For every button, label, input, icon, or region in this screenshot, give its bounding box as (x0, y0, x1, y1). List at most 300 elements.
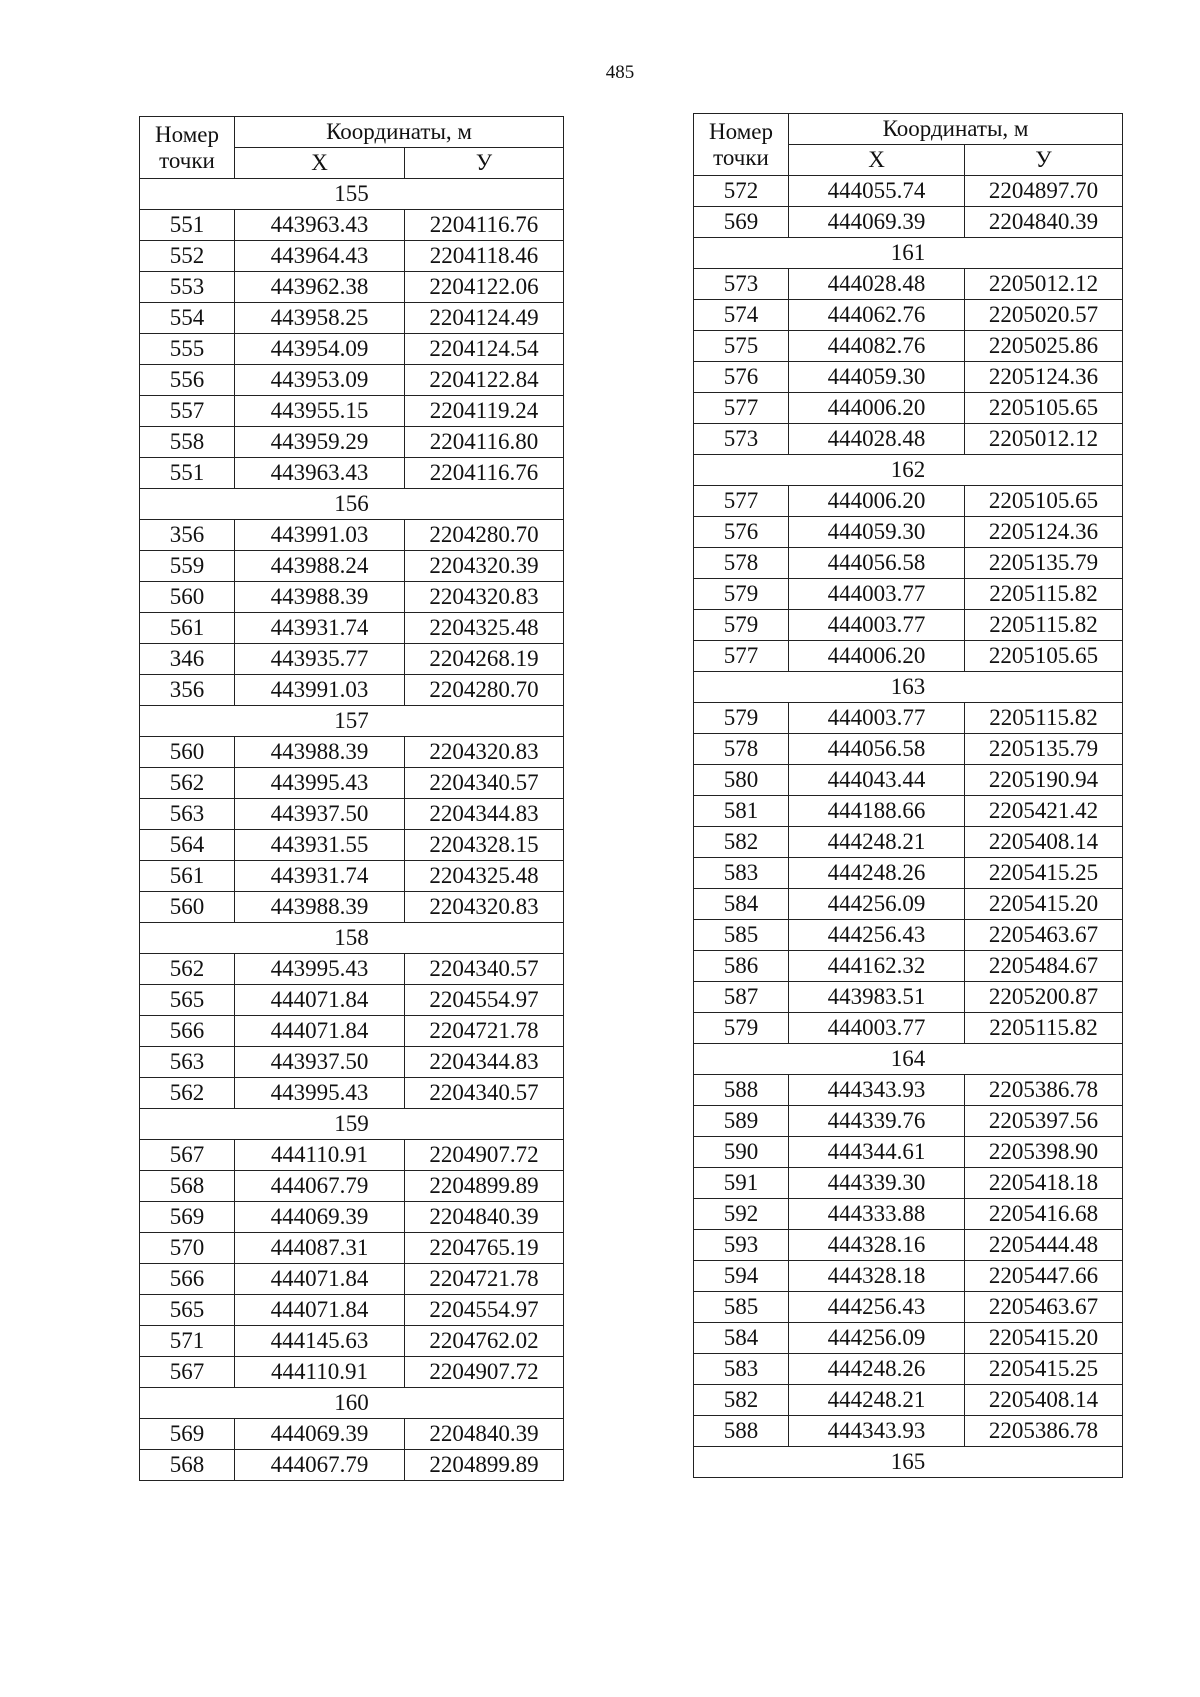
table-row (140, 334, 564, 365)
table-row (694, 1416, 1123, 1447)
x-coordinate-cell: 444028.48 (789, 424, 965, 455)
x-coordinate-cell: 444059.30 (789, 517, 965, 548)
x-coordinate-cell: 444145.63 (235, 1326, 405, 1357)
point-number-cell: 553 (140, 272, 235, 303)
point-number-cell: 562 (140, 954, 235, 985)
point-number-cell: 585 (694, 1292, 789, 1323)
x-coordinate-cell: 443935.77 (235, 644, 405, 675)
x-coordinate-cell: 444006.20 (789, 486, 965, 517)
point-number-cell: 564 (140, 830, 235, 861)
section-number: 159 (140, 1109, 564, 1140)
point-number-cell: 577 (694, 486, 789, 517)
x-coordinate-cell: 444003.77 (789, 610, 965, 641)
point-number-cell: 575 (694, 331, 789, 362)
point-number-cell: 567 (140, 1140, 235, 1171)
table-row (140, 210, 564, 241)
header-coordinates: Координаты, м (789, 114, 1123, 145)
x-coordinate-cell: 443995.43 (235, 954, 405, 985)
x-coordinate-cell: 444071.84 (235, 1264, 405, 1295)
table-row (140, 768, 564, 799)
table-row (694, 579, 1123, 610)
x-coordinate-cell: 444339.76 (789, 1106, 965, 1137)
y-coordinate-cell: 2205386.78 (965, 1075, 1123, 1106)
x-coordinate-cell: 444248.21 (789, 1385, 965, 1416)
table-row (694, 734, 1123, 765)
x-coordinate-cell: 444087.31 (235, 1233, 405, 1264)
point-number-cell: 356 (140, 675, 235, 706)
point-number-cell: 558 (140, 427, 235, 458)
y-coordinate-cell: 2204328.15 (405, 830, 564, 861)
y-coordinate-cell: 2204320.83 (405, 892, 564, 923)
x-coordinate-cell: 444328.16 (789, 1230, 965, 1261)
point-number-cell: 560 (140, 582, 235, 613)
y-coordinate-cell: 2204124.54 (405, 334, 564, 365)
point-number-cell: 562 (140, 768, 235, 799)
section-row (140, 179, 564, 210)
y-coordinate-cell: 2204118.46 (405, 241, 564, 272)
section-number: 162 (694, 455, 1123, 486)
point-number-cell: 584 (694, 889, 789, 920)
section-row (140, 1109, 564, 1140)
point-number-cell: 578 (694, 548, 789, 579)
y-coordinate-cell: 2204340.57 (405, 1078, 564, 1109)
x-coordinate-cell: 443995.43 (235, 768, 405, 799)
point-number-cell: 568 (140, 1171, 235, 1202)
y-coordinate-cell: 2204325.48 (405, 613, 564, 644)
table-row (140, 644, 564, 675)
x-coordinate-cell: 444062.76 (789, 300, 965, 331)
x-coordinate-cell: 444056.58 (789, 548, 965, 579)
y-coordinate-cell: 2204907.72 (405, 1140, 564, 1171)
x-coordinate-cell: 444059.30 (789, 362, 965, 393)
section-number: 158 (140, 923, 564, 954)
y-coordinate-cell: 2205012.12 (965, 424, 1123, 455)
table-row (694, 1323, 1123, 1354)
x-coordinate-cell: 444006.20 (789, 641, 965, 672)
point-number-cell: 591 (694, 1168, 789, 1199)
x-coordinate-cell: 443991.03 (235, 675, 405, 706)
x-coordinate-cell: 444082.76 (789, 331, 965, 362)
table-row (140, 272, 564, 303)
point-number-cell: 588 (694, 1075, 789, 1106)
table-row (694, 269, 1123, 300)
x-coordinate-cell: 444333.88 (789, 1199, 965, 1230)
x-coordinate-cell: 444162.32 (789, 951, 965, 982)
y-coordinate-cell: 2205135.79 (965, 734, 1123, 765)
table-row (694, 889, 1123, 920)
y-coordinate-cell: 2205124.36 (965, 517, 1123, 548)
point-number-cell: 588 (694, 1416, 789, 1447)
y-coordinate-cell: 2204762.02 (405, 1326, 564, 1357)
x-coordinate-cell: 444055.74 (789, 176, 965, 207)
table-row (694, 1385, 1123, 1416)
y-coordinate-cell: 2205115.82 (965, 610, 1123, 641)
table-row (140, 1450, 564, 1481)
point-number-cell: 567 (140, 1357, 235, 1388)
y-coordinate-cell: 2204344.83 (405, 1047, 564, 1078)
table-row (694, 982, 1123, 1013)
x-coordinate-cell: 444343.93 (789, 1075, 965, 1106)
x-coordinate-cell: 443931.74 (235, 861, 405, 892)
table-row (140, 241, 564, 272)
table-row (140, 427, 564, 458)
x-coordinate-cell: 443962.38 (235, 272, 405, 303)
table-row (694, 1106, 1123, 1137)
table-row (694, 517, 1123, 548)
x-coordinate-cell: 444067.79 (235, 1450, 405, 1481)
x-coordinate-cell: 443963.43 (235, 210, 405, 241)
x-coordinate-cell: 444067.79 (235, 1171, 405, 1202)
point-number-cell: 551 (140, 210, 235, 241)
y-coordinate-cell: 2204280.70 (405, 520, 564, 551)
table-row (694, 548, 1123, 579)
point-number-cell: 560 (140, 737, 235, 768)
section-row (694, 1447, 1123, 1478)
x-coordinate-cell: 443937.50 (235, 1047, 405, 1078)
section-row (140, 1388, 564, 1419)
table-row (140, 675, 564, 706)
x-coordinate-cell: 444328.18 (789, 1261, 965, 1292)
section-number: 157 (140, 706, 564, 737)
table-row (140, 861, 564, 892)
table-row (140, 1326, 564, 1357)
y-coordinate-cell: 2205408.14 (965, 1385, 1123, 1416)
header-coordinates: Координаты, м (235, 117, 564, 148)
table-row (694, 1292, 1123, 1323)
point-number-cell: 573 (694, 269, 789, 300)
point-number-cell: 565 (140, 985, 235, 1016)
section-row (140, 923, 564, 954)
point-number-cell: 560 (140, 892, 235, 923)
table-row (140, 737, 564, 768)
x-coordinate-cell: 444110.91 (235, 1140, 405, 1171)
header-point-number (140, 117, 235, 179)
table-row (140, 582, 564, 613)
y-coordinate-cell: 2204116.76 (405, 458, 564, 489)
y-coordinate-cell: 2205190.94 (965, 765, 1123, 796)
y-coordinate-cell: 2204344.83 (405, 799, 564, 830)
point-number-cell: 565 (140, 1295, 235, 1326)
x-coordinate-cell: 444110.91 (235, 1357, 405, 1388)
section-row (140, 706, 564, 737)
table-row (140, 1295, 564, 1326)
point-number-cell: 582 (694, 827, 789, 858)
header-point-line-1: Номер (155, 121, 219, 147)
header-y: У (405, 148, 564, 179)
section-row (140, 489, 564, 520)
y-coordinate-cell: 2204765.19 (405, 1233, 564, 1264)
y-coordinate-cell: 2205415.25 (965, 1354, 1123, 1385)
table-row (140, 892, 564, 923)
y-coordinate-cell: 2204840.39 (965, 207, 1123, 238)
table-row (694, 207, 1123, 238)
x-coordinate-cell: 443995.43 (235, 1078, 405, 1109)
point-number-cell: 582 (694, 1385, 789, 1416)
table-row (694, 176, 1123, 207)
y-coordinate-cell: 2205397.56 (965, 1106, 1123, 1137)
x-coordinate-cell: 443988.39 (235, 582, 405, 613)
point-number-cell: 556 (140, 365, 235, 396)
table-row (694, 1075, 1123, 1106)
point-number-cell: 592 (694, 1199, 789, 1230)
point-number-cell: 569 (694, 207, 789, 238)
y-coordinate-cell: 2204122.06 (405, 272, 564, 303)
x-coordinate-cell: 444344.61 (789, 1137, 965, 1168)
x-coordinate-cell: 444069.39 (235, 1202, 405, 1233)
x-coordinate-cell: 443931.55 (235, 830, 405, 861)
y-coordinate-cell: 2204122.84 (405, 365, 564, 396)
header-x: Х (235, 148, 405, 179)
point-number-cell: 583 (694, 858, 789, 889)
x-coordinate-cell: 444003.77 (789, 703, 965, 734)
x-coordinate-cell: 444071.84 (235, 985, 405, 1016)
section-row (694, 238, 1123, 269)
point-number-cell: 561 (140, 861, 235, 892)
x-coordinate-cell: 444043.44 (789, 765, 965, 796)
point-number-cell: 574 (694, 300, 789, 331)
y-coordinate-cell: 2205415.20 (965, 1323, 1123, 1354)
point-number-cell: 571 (140, 1326, 235, 1357)
y-coordinate-cell: 2204320.83 (405, 582, 564, 613)
point-number-cell: 576 (694, 517, 789, 548)
x-coordinate-cell: 444188.66 (789, 796, 965, 827)
table-row (694, 362, 1123, 393)
x-coordinate-cell: 444069.39 (789, 207, 965, 238)
x-coordinate-cell: 444256.09 (789, 1323, 965, 1354)
point-number-cell: 584 (694, 1323, 789, 1354)
x-coordinate-cell: 443931.74 (235, 613, 405, 644)
y-coordinate-cell: 2204340.57 (405, 954, 564, 985)
x-coordinate-cell: 444343.93 (789, 1416, 965, 1447)
point-number-cell: 585 (694, 920, 789, 951)
table-row (140, 954, 564, 985)
section-number: 163 (694, 672, 1123, 703)
table-row (140, 1419, 564, 1450)
table-row (140, 1357, 564, 1388)
point-number-cell: 578 (694, 734, 789, 765)
x-coordinate-cell: 443964.43 (235, 241, 405, 272)
x-coordinate-cell: 443955.15 (235, 396, 405, 427)
section-number: 165 (694, 1447, 1123, 1478)
y-coordinate-cell: 2204721.78 (405, 1264, 564, 1295)
table-row (140, 1047, 564, 1078)
y-coordinate-cell: 2204554.97 (405, 985, 564, 1016)
table-row (694, 1261, 1123, 1292)
y-coordinate-cell: 2204899.89 (405, 1450, 564, 1481)
y-coordinate-cell: 2205124.36 (965, 362, 1123, 393)
point-number-cell: 587 (694, 982, 789, 1013)
y-coordinate-cell: 2204325.48 (405, 861, 564, 892)
y-coordinate-cell: 2204907.72 (405, 1357, 564, 1388)
y-coordinate-cell: 2205105.65 (965, 393, 1123, 424)
y-coordinate-cell: 2205408.14 (965, 827, 1123, 858)
x-coordinate-cell: 443937.50 (235, 799, 405, 830)
x-coordinate-cell: 444256.43 (789, 1292, 965, 1323)
x-coordinate-cell: 444071.84 (235, 1016, 405, 1047)
point-number-cell: 576 (694, 362, 789, 393)
point-number-cell: 589 (694, 1106, 789, 1137)
table-row (694, 1199, 1123, 1230)
y-coordinate-cell: 2204119.24 (405, 396, 564, 427)
y-coordinate-cell: 2205398.90 (965, 1137, 1123, 1168)
header-point-line-2: точки (159, 147, 215, 173)
point-number-cell: 577 (694, 393, 789, 424)
table-row (140, 1078, 564, 1109)
section-row (694, 672, 1123, 703)
table-row (140, 1016, 564, 1047)
point-number-cell: 581 (694, 796, 789, 827)
x-coordinate-cell: 443958.25 (235, 303, 405, 334)
point-number-cell: 563 (140, 1047, 235, 1078)
y-coordinate-cell: 2205105.65 (965, 641, 1123, 672)
table-row (140, 830, 564, 861)
x-coordinate-cell: 444248.26 (789, 1354, 965, 1385)
point-number-cell: 569 (140, 1202, 235, 1233)
y-coordinate-cell: 2204840.39 (405, 1419, 564, 1450)
x-coordinate-cell: 444248.26 (789, 858, 965, 889)
y-coordinate-cell: 2205418.18 (965, 1168, 1123, 1199)
point-number-cell: 580 (694, 765, 789, 796)
table-row (694, 703, 1123, 734)
x-coordinate-cell: 444056.58 (789, 734, 965, 765)
header-y: У (965, 145, 1123, 176)
section-row (694, 1044, 1123, 1075)
x-coordinate-cell: 443988.39 (235, 892, 405, 923)
y-coordinate-cell: 2205135.79 (965, 548, 1123, 579)
table-row (140, 1140, 564, 1171)
y-coordinate-cell: 2204116.76 (405, 210, 564, 241)
y-coordinate-cell: 2205012.12 (965, 269, 1123, 300)
x-coordinate-cell: 443954.09 (235, 334, 405, 365)
table-row (694, 920, 1123, 951)
section-number: 156 (140, 489, 564, 520)
point-number-cell: 356 (140, 520, 235, 551)
y-coordinate-cell: 2205386.78 (965, 1416, 1123, 1447)
point-number-cell: 583 (694, 1354, 789, 1385)
point-number-cell: 559 (140, 551, 235, 582)
x-coordinate-cell: 443988.39 (235, 737, 405, 768)
point-number-cell: 552 (140, 241, 235, 272)
table-row (694, 796, 1123, 827)
y-coordinate-cell: 2205415.25 (965, 858, 1123, 889)
y-coordinate-cell: 2205444.48 (965, 1230, 1123, 1261)
table-row (140, 1264, 564, 1295)
point-number-cell: 346 (140, 644, 235, 675)
table-row (694, 827, 1123, 858)
table-row (140, 1202, 564, 1233)
y-coordinate-cell: 2204721.78 (405, 1016, 564, 1047)
x-coordinate-cell: 444006.20 (789, 393, 965, 424)
point-number-cell: 557 (140, 396, 235, 427)
point-number-cell: 566 (140, 1016, 235, 1047)
point-number-cell: 569 (140, 1419, 235, 1450)
table-row (140, 613, 564, 644)
table-row (694, 1354, 1123, 1385)
header-point-number (694, 114, 789, 176)
y-coordinate-cell: 2204116.80 (405, 427, 564, 458)
table-row (694, 1168, 1123, 1199)
x-coordinate-cell: 444248.21 (789, 827, 965, 858)
point-number-cell: 561 (140, 613, 235, 644)
table-row (140, 799, 564, 830)
x-coordinate-cell: 444071.84 (235, 1295, 405, 1326)
section-row (694, 455, 1123, 486)
y-coordinate-cell: 2204320.39 (405, 551, 564, 582)
point-number-cell: 590 (694, 1137, 789, 1168)
table-row (140, 520, 564, 551)
table-row (140, 1171, 564, 1202)
table-row (694, 1137, 1123, 1168)
point-number-cell: 566 (140, 1264, 235, 1295)
x-coordinate-cell: 444069.39 (235, 1419, 405, 1450)
table-row (140, 1233, 564, 1264)
point-number-cell: 570 (140, 1233, 235, 1264)
table-row (140, 985, 564, 1016)
x-coordinate-cell: 443963.43 (235, 458, 405, 489)
y-coordinate-cell: 2204268.19 (405, 644, 564, 675)
y-coordinate-cell: 2205105.65 (965, 486, 1123, 517)
x-coordinate-cell: 444256.43 (789, 920, 965, 951)
point-number-cell: 579 (694, 1013, 789, 1044)
section-number: 164 (694, 1044, 1123, 1075)
table-row (140, 396, 564, 427)
y-coordinate-cell: 2204554.97 (405, 1295, 564, 1326)
table-row (694, 858, 1123, 889)
table-row (694, 1230, 1123, 1261)
point-number-cell: 579 (694, 703, 789, 734)
x-coordinate-cell: 444003.77 (789, 1013, 965, 1044)
table-row (694, 1013, 1123, 1044)
y-coordinate-cell: 2205115.82 (965, 703, 1123, 734)
y-coordinate-cell: 2204280.70 (405, 675, 564, 706)
coordinates-table-left (139, 116, 564, 1481)
x-coordinate-cell: 443983.51 (789, 982, 965, 1013)
point-number-cell: 579 (694, 579, 789, 610)
x-coordinate-cell: 444003.77 (789, 579, 965, 610)
table-row (694, 300, 1123, 331)
section-number: 155 (140, 179, 564, 210)
table-row (694, 641, 1123, 672)
table-row (694, 765, 1123, 796)
y-coordinate-cell: 2205020.57 (965, 300, 1123, 331)
x-coordinate-cell: 444028.48 (789, 269, 965, 300)
point-number-cell: 555 (140, 334, 235, 365)
table-row (140, 303, 564, 334)
header-x: Х (789, 145, 965, 176)
x-coordinate-cell: 443991.03 (235, 520, 405, 551)
y-coordinate-cell: 2205421.42 (965, 796, 1123, 827)
y-coordinate-cell: 2205416.68 (965, 1199, 1123, 1230)
point-number-cell: 568 (140, 1450, 235, 1481)
section-number: 160 (140, 1388, 564, 1419)
point-number-cell: 554 (140, 303, 235, 334)
section-number: 161 (694, 238, 1123, 269)
y-coordinate-cell: 2205025.86 (965, 331, 1123, 362)
y-coordinate-cell: 2204840.39 (405, 1202, 564, 1233)
point-number-cell: 551 (140, 458, 235, 489)
y-coordinate-cell: 2205463.67 (965, 1292, 1123, 1323)
y-coordinate-cell: 2204320.83 (405, 737, 564, 768)
point-number-cell: 577 (694, 641, 789, 672)
point-number-cell: 594 (694, 1261, 789, 1292)
header-point-line-2: точки (713, 144, 769, 170)
y-coordinate-cell: 2205115.82 (965, 1013, 1123, 1044)
table-row (694, 393, 1123, 424)
y-coordinate-cell: 2205115.82 (965, 579, 1123, 610)
coordinates-table-right (693, 113, 1123, 1478)
header-point-line-1: Номер (709, 118, 773, 144)
y-coordinate-cell: 2205415.20 (965, 889, 1123, 920)
